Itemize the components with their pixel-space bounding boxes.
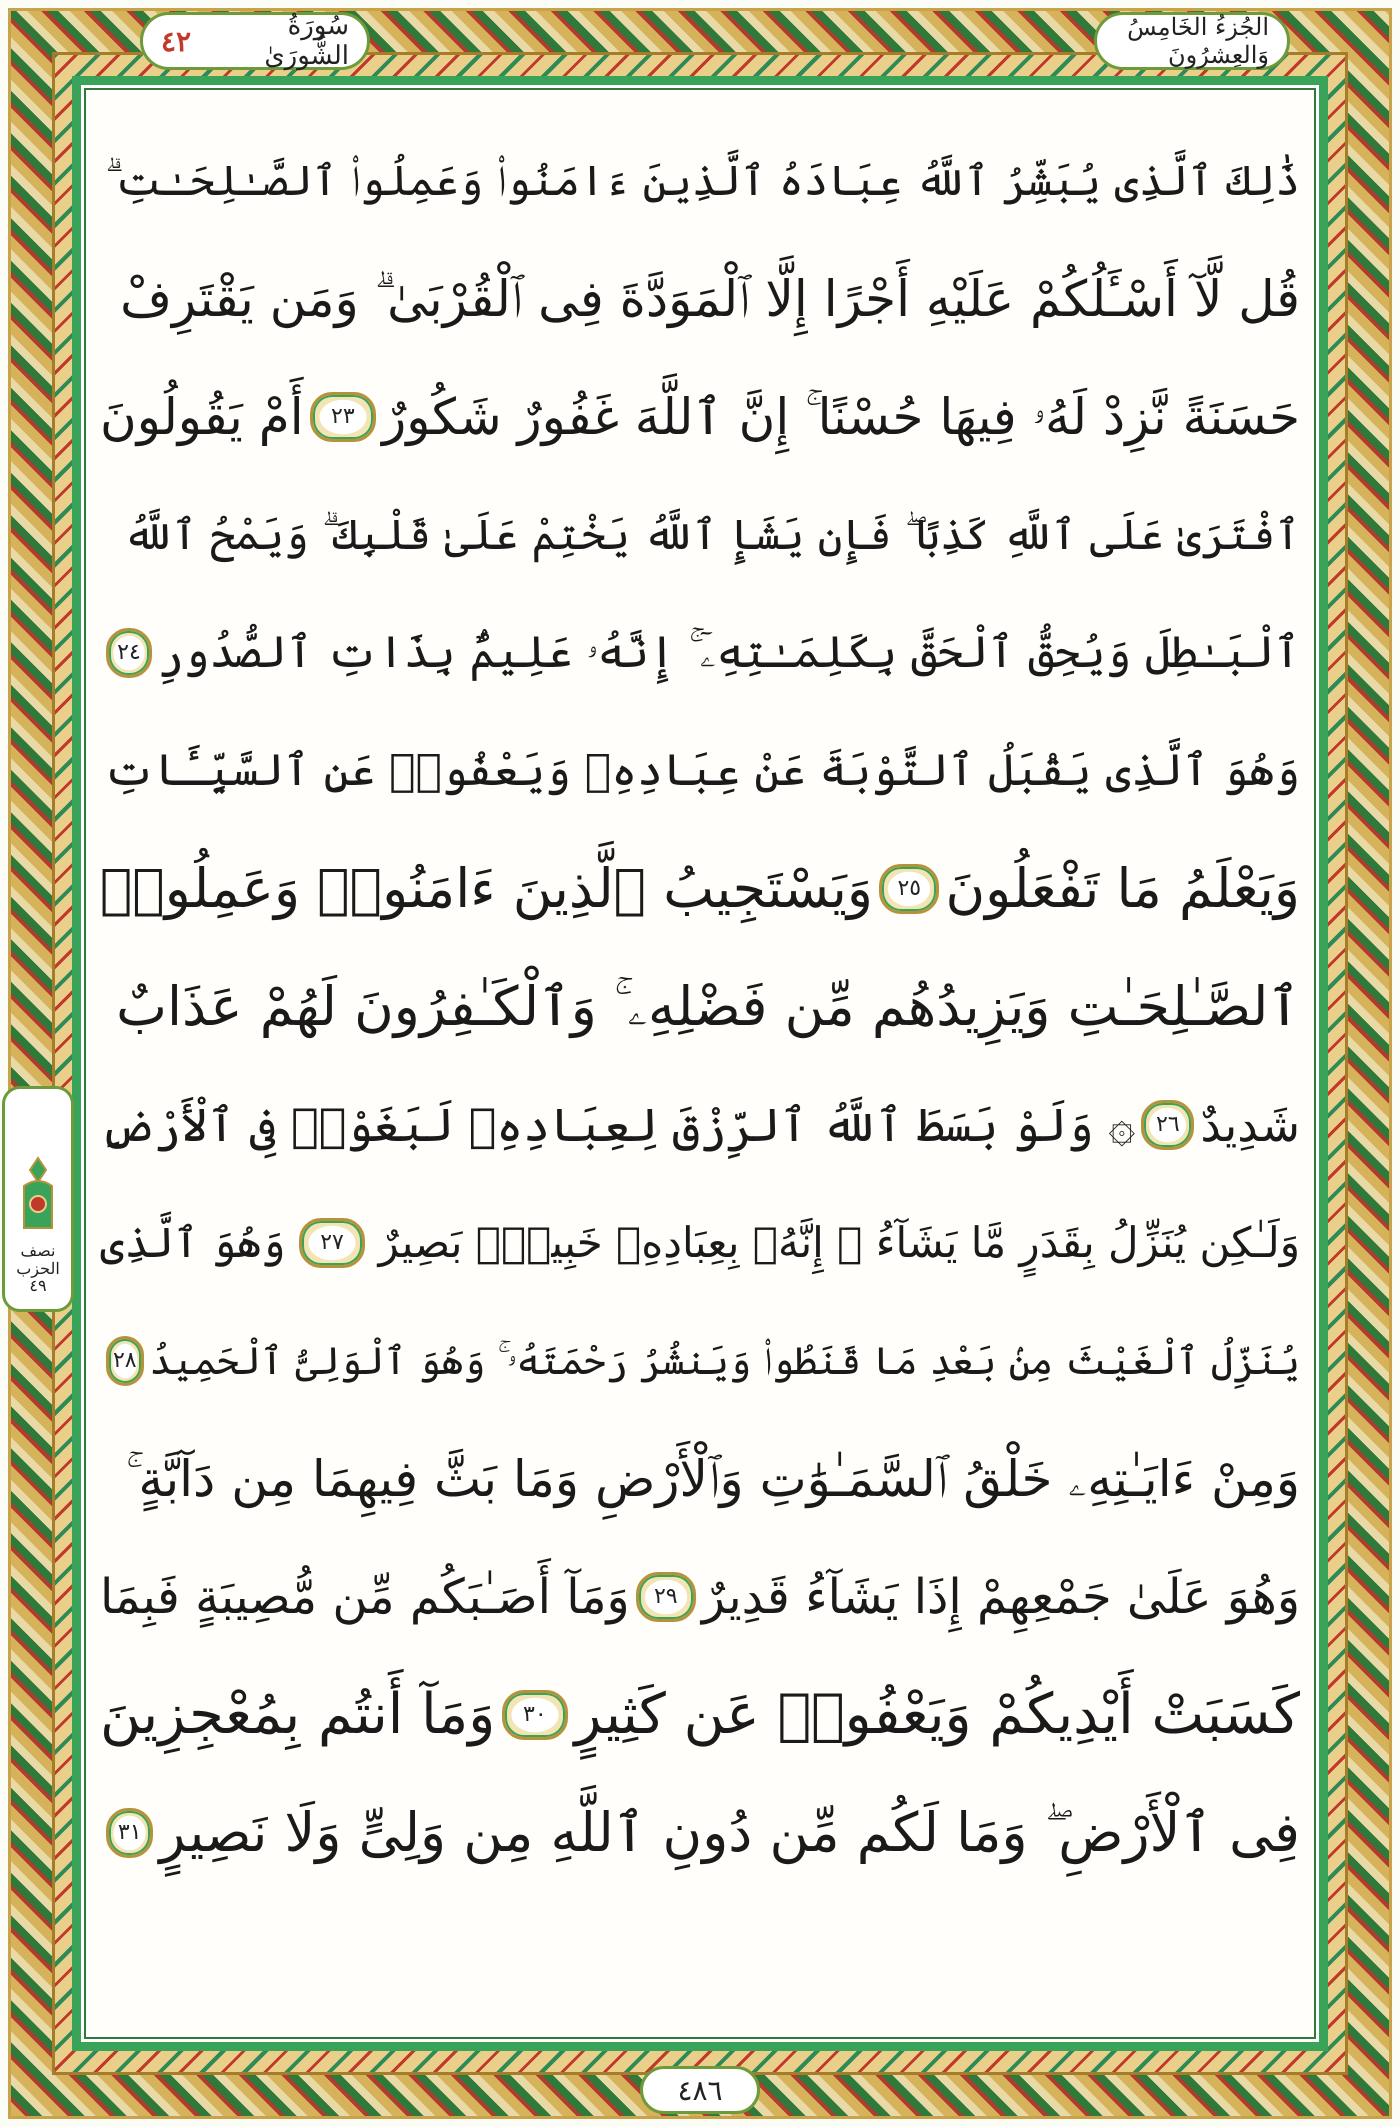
verse-text: يُنَزِّلُ ٱلْغَيْثَ مِنۢ بَعْدِ مَا قَنَطُوا۟ وَيَنشُرُ رَحْمَتَهُۥ ۚ وَهُوَ ٱلْوَلِىُّ ٱلْحَمِيدُ	[149, 1339, 1300, 1383]
text-line	[100, 1420, 1300, 1538]
text-line	[100, 476, 1300, 594]
verse-text: وَلَـٰكِن يُنَزِّلُ بِقَدَرٍ مَّا يَشَآءُ ۚ إِنَّهُۥ بِعِبَادِهِۦ خَبِيرٌۢ بَصِيرٌ	[378, 1218, 1300, 1267]
sura-title-badge	[140, 12, 370, 70]
text-line	[100, 712, 1300, 830]
juz-title-badge	[1094, 12, 1290, 70]
text-line	[100, 594, 1300, 712]
text-line	[100, 240, 1300, 358]
ayah-number-marker: ٢٧	[299, 1218, 365, 1268]
hizb-label-line2: الحزب	[16, 1258, 60, 1278]
hizb-ornament-icon	[16, 1156, 60, 1236]
verse-text: وَمِنْ ءَايَـٰتِهِۦ خَلْقُ ٱلسَّمَـٰوَٰتِ وَٱلْأَرْضِ وَمَا بَثَّ فِيهِمَا مِن دَآبَّةٍ ۚ	[125, 1450, 1300, 1508]
ayah-number-marker: ٢٦	[1141, 1100, 1194, 1150]
verse-text: وَهُوَ عَلَىٰ جَمْعِهِمْ إِذَا يَشَآءُ قَدِيرٌ	[701, 1569, 1300, 1625]
verse-text-continued: وَمَآ أَصَـٰبَكُم مِّن مُّصِيبَةٍ فَبِمَا	[100, 1569, 630, 1625]
text-line	[100, 1656, 1300, 1774]
hizb-label-line1: نصف	[20, 1241, 56, 1261]
text-line	[100, 1302, 1300, 1420]
text-line	[100, 1774, 1300, 1892]
text-line	[100, 1538, 1300, 1656]
hizb-label	[16, 1242, 60, 1295]
hizb-side-marker	[2, 1086, 74, 1312]
verse-text-continued: وَمَآ أَنتُم بِمُعْجِزِينَ	[100, 1682, 496, 1747]
text-line	[100, 830, 1300, 948]
verse-text: كَسَبَتْ أَيْدِيكُمْ وَيَعْفُوا۟ عَن كَثِيرٍ	[574, 1682, 1300, 1747]
verse-text: ٱلصَّـٰلِحَـٰتِ وَيَزِيدُهُم مِّن فَضْلِهِۦ ۚ وَٱلْكَـٰفِرُونَ لَهُمْ عَذَابٌ	[116, 975, 1300, 1038]
verse-text: ٱلْبَـٰطِلَ وَيُحِقُّ ٱلْحَقَّ بِكَلِمَـٰتِهِۦٓ ۚ إِنَّهُۥ عَلِيمٌۢ بِذَاتِ ٱلصُّدُورِ	[157, 627, 1300, 678]
verse-text: ٱفْتَرَىٰ عَلَى ٱللَّهِ كَذِبًا ۖ فَإِن يَشَإِ ٱللَّهُ يَخْتِمْ عَلَىٰ قَلْبِكَ ۗ وَيَمْحُ ٱللَّهُ	[123, 510, 1300, 559]
verse-text-continued: وَيَسْتَجِيبُ ٱلَّذِينَ ءَامَنُوا۟ وَعَمِلُوا۟	[100, 857, 874, 920]
verse-text: شَدِيدٌ	[1200, 1098, 1300, 1152]
ayah-number-marker: ٢٨	[106, 1336, 144, 1386]
page-number: ٤٨٦	[640, 2066, 760, 2114]
ayah-number-marker: ٣١	[106, 1808, 153, 1858]
text-line	[100, 948, 1300, 1066]
sura-number: ٤٢	[161, 24, 192, 58]
ayah-number-marker: ٢٥	[879, 864, 939, 914]
hizb-label-line3: ٤٩	[29, 1276, 47, 1296]
ayah-number-marker: ٢٩	[636, 1572, 696, 1622]
quran-text-block	[100, 122, 1300, 2022]
text-line	[100, 1066, 1300, 1184]
verse-text-continued: وَهُوَ ٱلَّذِى	[100, 1218, 286, 1267]
verse-text: حَسَنَةً نَّزِدْ لَهُۥ فِيهَا حُسْنًا ۚ إِنَّ ٱللَّهَ غَفُورٌ شَكُورٌ	[382, 388, 1300, 446]
ayah-number-marker: ٢٣	[310, 392, 376, 442]
text-line	[100, 1184, 1300, 1302]
ayah-number-marker: ٣٠	[502, 1690, 568, 1740]
verse-text: قُل لَّآ أَسْـَٔلُكُمْ عَلَيْهِ أَجْرًا إِلَّا ٱلْمَوَدَّةَ فِى ٱلْقُرْبَىٰ ۗ وَمَن يَقْتَرِفْ	[120, 270, 1300, 328]
verse-text: وَهُوَ ٱلَّذِى يَقْبَلُ ٱلتَّوْبَةَ عَنْ عِبَادِهِۦ وَيَعْفُوا۟ عَنِ ٱلسَّيِّـَٔاتِ	[103, 745, 1300, 796]
verse-text-continued: أَمْ يَقُولُونَ	[100, 388, 304, 446]
juz-name: الجُزءُ الخَامِسُ وَالعِشرُونَ	[1127, 13, 1269, 69]
verse-text: فِى ٱلْأَرْضِ ۖ وَمَا لَكُم مِّن دُونِ ٱللَّهِ مِن وَلِىٍّ وَلَا نَصِيرٍ	[159, 1801, 1300, 1864]
verse-text: ذَٰلِكَ ٱلَّذِى يُبَشِّرُ ٱللَّهُ عِبَادَهُ ٱلَّذِينَ ءَامَنُوا۟ وَعَمِلُوا۟ ٱلصَّـٰلِحَـٰتِ ۗ	[105, 156, 1300, 205]
verse-text: وَيَعْلَمُ مَا تَفْعَلُونَ	[945, 857, 1300, 920]
sura-name: سُورَةُ الشُّورَىٰ	[264, 11, 349, 71]
verse-text-continued: ۞ وَلَوْ بَسَطَ ٱللَّهُ ٱلرِّزْقَ لِعِبَادِهِۦ لَبَغَوْا۟ فِى ٱلْأَرْضِ	[100, 1098, 1136, 1152]
text-line	[100, 122, 1300, 240]
ayah-number-marker: ٢٤	[106, 628, 152, 678]
text-line	[100, 358, 1300, 476]
